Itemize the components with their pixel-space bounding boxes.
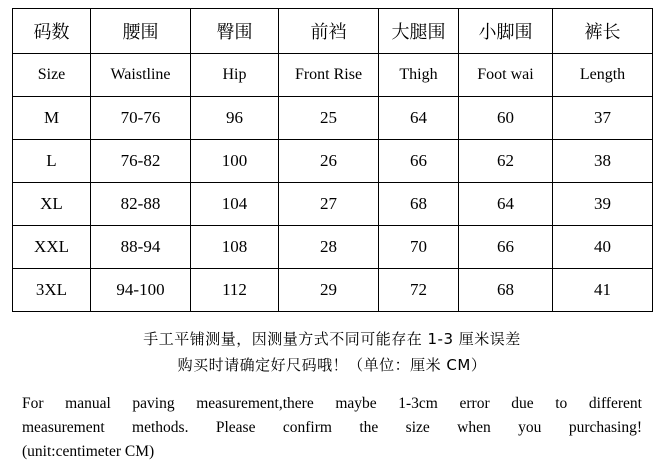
column-header-en-thigh: Thigh <box>379 54 459 97</box>
table-row <box>13 226 653 269</box>
table-row <box>13 97 653 140</box>
cell-size: XXL <box>13 226 91 269</box>
cell-size: 3XL <box>13 269 91 312</box>
cell-thigh: 66 <box>379 140 459 183</box>
column-header-en-size: Size <box>13 54 91 97</box>
column-header-cn-size: 码数 <box>13 9 91 54</box>
column-header-en-waistline: Waistline <box>91 54 191 97</box>
cell-foot-wai: 66 <box>459 226 553 269</box>
note-en-line-2: measurement methods. Please confirm the size when you purchasing! <box>22 419 642 436</box>
cell-thigh: 64 <box>379 97 459 140</box>
cell-waistline: 82-88 <box>91 183 191 226</box>
cell-front-rise: 29 <box>279 269 379 312</box>
note-en-line-3: (unit:centimeter CM) <box>22 443 155 460</box>
measurement-notes <box>12 326 652 464</box>
note-en <box>12 392 652 464</box>
column-header-en-foot-wai: Foot wai <box>459 54 553 97</box>
cell-waistline: 76-82 <box>91 140 191 183</box>
cell-size: M <box>13 97 91 140</box>
cell-front-rise: 26 <box>279 140 379 183</box>
cell-thigh: 70 <box>379 226 459 269</box>
note-cn-line-2: 购买时请确定好尺码哦！（单位：厘米 CM） <box>177 356 487 374</box>
cell-length: 41 <box>553 269 653 312</box>
cell-front-rise: 28 <box>279 226 379 269</box>
column-header-en-front-rise: Front Rise <box>279 54 379 97</box>
size-table <box>12 8 653 312</box>
cell-foot-wai: 64 <box>459 183 553 226</box>
cell-length: 38 <box>553 140 653 183</box>
column-header-cn-thigh: 大腿围 <box>379 9 459 54</box>
cell-hip: 96 <box>191 97 279 140</box>
column-header-cn-foot-wai: 小脚围 <box>459 9 553 54</box>
cell-hip: 108 <box>191 226 279 269</box>
note-cn-line-1: 手工平铺测量，因测量方式不同可能存在 1-3 厘米误差 <box>143 330 521 348</box>
cell-hip: 104 <box>191 183 279 226</box>
cell-foot-wai: 68 <box>459 269 553 312</box>
column-header-cn-front-rise: 前裆 <box>279 9 379 54</box>
table-row <box>13 269 653 312</box>
table-row <box>13 183 653 226</box>
cell-waistline: 88-94 <box>91 226 191 269</box>
cell-length: 39 <box>553 183 653 226</box>
cell-size: L <box>13 140 91 183</box>
cell-thigh: 68 <box>379 183 459 226</box>
cell-waistline: 70-76 <box>91 97 191 140</box>
cell-length: 40 <box>553 226 653 269</box>
cell-foot-wai: 62 <box>459 140 553 183</box>
cell-hip: 112 <box>191 269 279 312</box>
column-header-en-length: Length <box>553 54 653 97</box>
column-header-cn-length: 裤长 <box>553 9 653 54</box>
column-header-cn-hip: 臀围 <box>191 9 279 54</box>
table-row <box>13 140 653 183</box>
cell-size: XL <box>13 183 91 226</box>
cell-foot-wai: 60 <box>459 97 553 140</box>
column-header-cn-waistline: 腰围 <box>91 9 191 54</box>
cell-length: 37 <box>553 97 653 140</box>
column-header-en-hip: Hip <box>191 54 279 97</box>
cell-front-rise: 27 <box>279 183 379 226</box>
table-header-row-cn <box>13 9 653 54</box>
cell-waistline: 94-100 <box>91 269 191 312</box>
note-en-line-1: For manual paving measurement,there maybe 1-3cm error due to different <box>22 395 642 412</box>
cell-thigh: 72 <box>379 269 459 312</box>
cell-front-rise: 25 <box>279 97 379 140</box>
cell-hip: 100 <box>191 140 279 183</box>
table-header-row-en <box>13 54 653 97</box>
